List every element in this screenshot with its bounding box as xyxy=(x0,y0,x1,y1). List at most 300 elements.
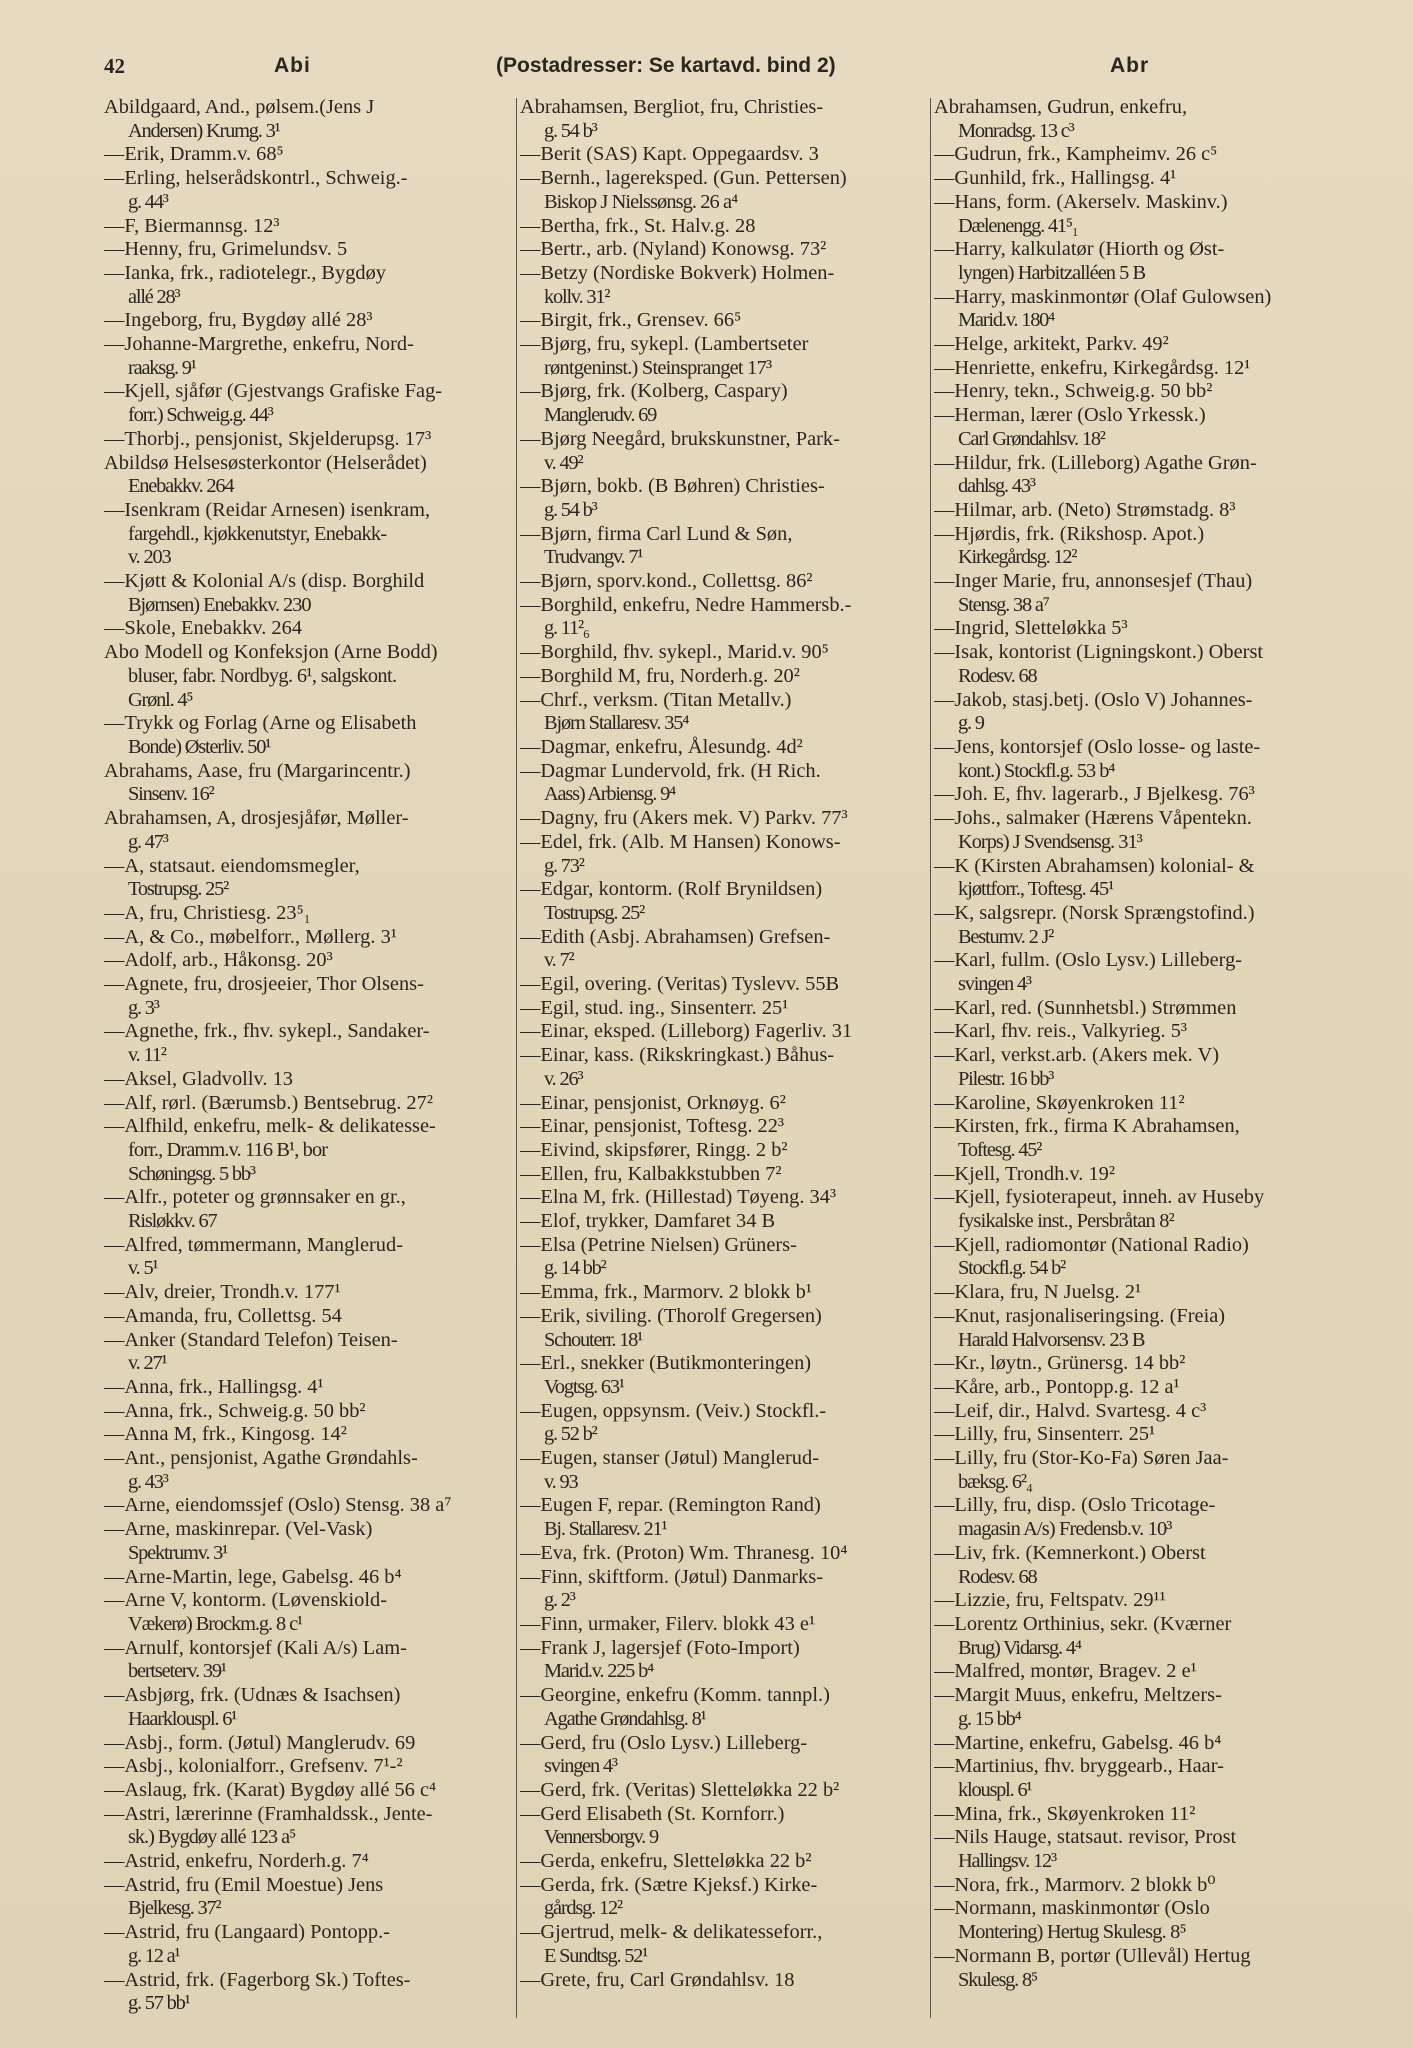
entry-line: —Amanda, fru, Collettsg. 54 xyxy=(104,1304,342,1327)
entry-line: —Kirsten, frk., firma K Abrahamsen, xyxy=(934,1115,1240,1138)
entry-line: —Dagmar, enkefru, Ålesundg. 4d² xyxy=(520,735,803,758)
entry-continuation-line: Bjørnsen) Enebakkv. 230 xyxy=(128,593,311,616)
entry-continuation-line: Vækerø) Brockm.g. 8 c¹ xyxy=(128,1613,303,1635)
entry-line: —Astrid, fru (Emil Moestue) Jens xyxy=(104,1873,384,1896)
entry-line: —Bjørg, fru, sykepl. (Lambertseter xyxy=(520,333,809,356)
entry-line: —Malfred, montør, Bragev. 2 e¹ xyxy=(934,1660,1197,1683)
directory-entry xyxy=(934,1542,1346,1589)
entry-line: —Ellen, fru, Kalbakkstubben 7² xyxy=(520,1162,782,1185)
entry-line: —Eugen, stanser (Jøtul) Manglerud- xyxy=(520,1447,819,1470)
entry-continuation-line: bæksg. 6²₄ xyxy=(958,1470,1032,1493)
entry-line: —Georgine, enkefru (Komm. tannpl.) xyxy=(520,1684,830,1707)
entry-continuation-line: Stockfl.g. 54 b² xyxy=(958,1257,1065,1280)
entry-continuation-line: Stensg. 38 a⁷ xyxy=(958,593,1049,616)
entry-line: —Gerd Elisabeth (St. Kornforr.) xyxy=(520,1802,785,1825)
entry-continuation-line: Andersen) Krumg. 3¹ xyxy=(128,119,280,142)
entry-line: —A, & Co., møbelforr., Møllerg. 3¹ xyxy=(104,925,397,948)
entry-line: —Astrid, fru (Langaard) Pontopp.- xyxy=(104,1921,390,1944)
entry-line: —Erling, helserådskontrl., Schweig.- xyxy=(104,167,408,190)
directory-entry xyxy=(934,1732,1346,1756)
directory-entry xyxy=(934,452,1346,499)
directory-entry xyxy=(104,760,484,807)
entry-line: —A, statsaut. eiendomsmegler, xyxy=(104,854,360,877)
directory-entry xyxy=(520,1969,928,1993)
entry-continuation-line: Tostrupsg. 25² xyxy=(128,878,229,901)
entry-line: —Jakob, stasj.betj. (Oslo V) Johannes- xyxy=(934,688,1253,711)
entry-line: —Helge, arkitekt, Parkv. 49² xyxy=(934,333,1169,356)
directory-entry xyxy=(520,167,928,214)
directory-entry xyxy=(934,499,1346,523)
entry-continuation-line: Schouterr. 18¹ xyxy=(544,1328,643,1351)
entry-line: —Johs., salmaker (Hærens Våpentekn. xyxy=(934,807,1252,830)
entry-continuation-line: g. 14 bb² xyxy=(544,1257,606,1280)
entry-line: —Arne, maskinrepar. (Vel-Vask) xyxy=(104,1518,373,1541)
entry-continuation-line: lyngen) Harbitzalléen 5 B xyxy=(958,261,1146,284)
directory-entry xyxy=(934,96,1346,143)
entry-line: —Leif, dir., Halvd. Svartesg. 4 c³ xyxy=(934,1399,1207,1422)
entry-line: —Dagny, fru (Akers mek. V) Parkv. 77³ xyxy=(520,807,848,830)
entry-line: —Chrf., verksm. (Titan Metallv.) xyxy=(520,688,792,711)
entry-line: Abildsø Helsesøsterkontor (Helserådet) xyxy=(104,451,427,474)
directory-entry xyxy=(104,1376,484,1400)
directory-entry xyxy=(520,1305,928,1352)
entry-line: —Gerda, enkefru, Sletteløkka 22 b² xyxy=(520,1850,812,1873)
entry-continuation-line: Skulesg. 8⁵ xyxy=(958,1968,1037,1991)
entry-line: —Aslaug, frk. (Karat) Bygdøy allé 56 c⁴ xyxy=(104,1778,437,1801)
directory-entry xyxy=(104,1969,484,2016)
entry-line: —Trykk og Forlag (Arne og Elisabeth xyxy=(104,712,417,735)
directory-entry xyxy=(934,689,1346,736)
entry-line: Abildgaard, And., pølsem.(Jens J xyxy=(104,96,375,118)
entry-line: —Finn, urmaker, Filerv. blokk 43 e¹ xyxy=(520,1613,816,1635)
entry-line: —Frank J, lagersjef (Foto-Import) xyxy=(520,1636,800,1659)
entry-line: —Inger Marie, fru, annonsesjef (Thau) xyxy=(934,570,1253,593)
entry-continuation-line: fargehdl., kjøkkenutstyr, Enebakk- xyxy=(128,522,387,545)
entry-line: —Henriette, enkefru, Kirkegårdsg. 12¹ xyxy=(934,356,1251,379)
entry-line: —Herman, lærer (Oslo Yrkessk.) xyxy=(934,404,1206,427)
entry-line: —K, salgsrepr. (Norsk Sprængstofind.) xyxy=(934,901,1255,924)
directory-entry xyxy=(934,1305,1346,1352)
directory-entry xyxy=(934,1874,1346,1898)
directory-entry xyxy=(104,1637,484,1684)
directory-entry xyxy=(104,1329,484,1376)
directory-entry xyxy=(520,1139,928,1163)
entry-continuation-line: Tostrupsg. 25² xyxy=(544,901,645,924)
entry-continuation-line: Sinsenv. 16² xyxy=(128,783,214,806)
entry-line: —F, Biermannsg. 12³ xyxy=(104,214,280,237)
entry-line: —Karl, fullm. (Oslo Lysv.) Lilleberg- xyxy=(934,949,1243,972)
entry-line: —Johanne-Margrethe, enkefru, Nord- xyxy=(104,333,414,356)
directory-entry xyxy=(520,215,928,239)
directory-entry xyxy=(104,1494,484,1518)
entry-line: —Astrid, frk. (Fagerborg Sk.) Toftes- xyxy=(104,1968,411,1991)
entry-line: —Ianka, frk., radiotelegr., Bygdøy xyxy=(104,261,386,284)
entry-continuation-line: Biskop J Nielssønsg. 26 a⁴ xyxy=(544,190,738,213)
directory-entry xyxy=(520,1234,928,1281)
directory-entry xyxy=(520,689,928,736)
directory-entry xyxy=(934,286,1346,333)
directory-entry xyxy=(934,1447,1346,1494)
directory-entry xyxy=(104,712,484,759)
directory-entry xyxy=(104,1803,484,1850)
directory-entry xyxy=(934,1234,1346,1281)
entry-line: Abrahamsen, Gudrun, enkefru, xyxy=(934,96,1188,118)
directory-entry xyxy=(520,1352,928,1399)
directory-entry xyxy=(520,665,928,689)
entry-continuation-line: g. 43³ xyxy=(128,1470,168,1493)
entry-continuation-line: g. 9 xyxy=(958,712,984,735)
entry-line: —Bjørn, firma Carl Lund & Søn, xyxy=(520,522,793,545)
entry-line: —Berit (SAS) Kapt. Oppegaardsv. 3 xyxy=(520,143,819,166)
directory-entry xyxy=(104,1447,484,1494)
entry-line: —Bjørn, sporv.kond., Collettsg. 86² xyxy=(520,570,813,593)
entry-continuation-line: forr.) Schweig.g. 44³ xyxy=(128,404,273,427)
directory-entry xyxy=(934,1755,1346,1802)
directory-entry xyxy=(520,1400,928,1447)
entry-line: Abrahamsen, Bergliot, fru, Christies- xyxy=(520,96,824,118)
entry-line: —Einar, eksped. (Lilleborg) Fagerliv. 31 xyxy=(520,1020,853,1043)
entry-line: —Ingeborg, fru, Bygdøy allé 28³ xyxy=(104,309,373,332)
entry-line: —Ingrid, Sletteløkka 5³ xyxy=(934,617,1128,640)
entry-line: —Edel, frk. (Alb. M Hansen) Konows- xyxy=(520,830,841,853)
directory-entry xyxy=(934,1826,1346,1873)
entry-continuation-line: forr., Dramm.v. 116 B¹, bor xyxy=(128,1138,328,1161)
entry-continuation-line: g. 11²₆ xyxy=(544,617,589,640)
entry-line: —Normann, maskinmontør (Oslo xyxy=(934,1897,1210,1920)
entry-continuation-line: bertseterv. 39¹ xyxy=(128,1660,226,1683)
entry-line: —Karoline, Skøyenkroken 11² xyxy=(934,1091,1185,1114)
entry-line: —Nora, frk., Marmorv. 2 blokk b⁰ xyxy=(934,1873,1216,1896)
directory-entry xyxy=(520,475,928,522)
directory-entry xyxy=(520,523,928,570)
entry-continuation-line: E Sundtsg. 52¹ xyxy=(544,1944,648,1967)
entry-continuation-line: g. 47³ xyxy=(128,830,168,853)
entry-line: —Einar, kass. (Rikskringkast.) Båhus- xyxy=(520,1044,835,1067)
entry-line: —Adolf, arb., Håkonsg. 20³ xyxy=(104,949,333,972)
directory-entry xyxy=(934,570,1346,617)
entry-continuation-line: Enebakkv. 264 xyxy=(128,475,234,498)
entry-line: —Gerda, frk. (Sætre Kjeksf.) Kirke- xyxy=(520,1873,818,1896)
entry-line: Abrahamsen, A, drosjesjåfør, Møller- xyxy=(104,807,409,830)
entry-line: —Alfr., poteter og grønnsaker en gr., xyxy=(104,1186,406,1209)
entry-line: —Margit Muus, enkefru, Meltzers- xyxy=(934,1684,1222,1707)
directory-entry xyxy=(520,1115,928,1139)
directory-entry xyxy=(104,902,484,926)
directory-entry xyxy=(104,1850,484,1874)
entry-continuation-line: Spektrumv. 3¹ xyxy=(128,1541,228,1564)
entry-continuation-line: Montering) Hertug Skulesg. 8⁵ xyxy=(958,1921,1186,1944)
entry-continuation-line: Marid.v. 225 b⁴ xyxy=(544,1660,653,1683)
entry-line: —Gerd, frk. (Veritas) Sletteløkka 22 b² xyxy=(520,1778,840,1801)
entry-continuation-line: Risløkkv. 67 xyxy=(128,1210,217,1233)
directory-entry xyxy=(934,855,1346,902)
directory-entry xyxy=(934,238,1346,285)
directory-entry xyxy=(520,760,928,807)
directory-entry xyxy=(104,1566,484,1590)
entry-continuation-line: g. 54 b³ xyxy=(544,498,597,521)
entry-continuation-line: kollv. 31² xyxy=(544,285,610,308)
entry-continuation-line: Carl Grøndahlsv. 18² xyxy=(958,427,1105,450)
entry-continuation-line: Rodesv. 68 xyxy=(958,1565,1037,1588)
directory-entry xyxy=(520,309,928,333)
directory-entry xyxy=(520,333,928,380)
directory-entry xyxy=(934,523,1346,570)
entry-continuation-line: magasin A/s) Fredensb.v. 10³ xyxy=(958,1518,1172,1541)
entry-continuation-line: Schøningsg. 5 bb³ xyxy=(128,1162,255,1185)
entry-continuation-line: v. 26³ xyxy=(544,1067,583,1090)
directory-entry xyxy=(520,1542,928,1566)
directory-entry xyxy=(104,1020,484,1067)
entry-line: —Asbj., kolonialforr., Grefsenv. 7¹-² xyxy=(104,1755,403,1778)
directory-entry xyxy=(520,594,928,641)
entry-line: —Anna, frk., Schweig.g. 50 bb² xyxy=(104,1399,366,1422)
entry-line: Abo Modell og Konfeksjon (Arne Bodd) xyxy=(104,641,438,664)
entry-continuation-line: Dælenengg. 41⁵₁ xyxy=(958,214,1078,237)
directory-entry xyxy=(520,1732,928,1779)
entry-continuation-line: g. 44³ xyxy=(128,190,168,213)
entry-line: —Gjertrud, melk- & delikatesseforr., xyxy=(520,1921,823,1944)
entry-continuation-line: v. 203 xyxy=(128,546,171,569)
entry-line: —Arnulf, kontorsjef (Kali A/s) Lam- xyxy=(104,1636,407,1659)
directory-entry xyxy=(520,1020,928,1044)
entry-continuation-line: Monradsg. 13 c³ xyxy=(958,119,1074,142)
directory-entry xyxy=(934,1352,1346,1376)
entry-line: —Edgar, kontorm. (Rolf Brynildsen) xyxy=(520,878,823,901)
entry-continuation-line: røntgeninst.) Steinspranget 17³ xyxy=(544,356,772,379)
entry-line: —Betzy (Nordiske Bokverk) Holmen- xyxy=(520,261,835,284)
page-number: 42 xyxy=(104,54,125,78)
entry-line: —Birgit, frk., Grensev. 66⁵ xyxy=(520,309,742,332)
entry-line: —Asbj., form. (Jøtul) Manglerudv. 69 xyxy=(104,1731,416,1754)
entry-line: —Gerd, fru (Oslo Lysv.) Lilleberg- xyxy=(520,1731,808,1754)
directory-entry xyxy=(104,1186,484,1233)
directory-entry xyxy=(520,1494,928,1541)
directory-entry xyxy=(104,1305,484,1329)
entry-line: —Agnethe, frk., fhv. sykepl., Sandaker- xyxy=(104,1020,430,1043)
directory-entry xyxy=(104,1684,484,1731)
directory-entry xyxy=(934,1092,1346,1116)
entry-continuation-line: dahlsg. 43³ xyxy=(958,475,1035,498)
entry-line: —Kjøtt & Kolonial A/s (disp. Borghild xyxy=(104,570,425,593)
entry-line: —Karl, red. (Sunnhetsbl.) Strømmen xyxy=(934,996,1237,1019)
directory-entry xyxy=(520,831,928,878)
entry-line: —Harry, kalkulatør (Hiorth og Øst- xyxy=(934,238,1225,261)
entry-line: —Kjell, radiomontør (National Radio) xyxy=(934,1233,1249,1256)
entry-line: —Bjørg, frk. (Kolberg, Caspary) xyxy=(520,380,788,403)
entry-continuation-line: v. 49² xyxy=(544,451,583,474)
directory-entry xyxy=(934,783,1346,807)
directory-entry xyxy=(104,333,484,380)
directory-entry xyxy=(104,1755,484,1779)
directory-entry xyxy=(104,855,484,902)
entry-continuation-line: g. 3³ xyxy=(128,996,159,1019)
directory-entry xyxy=(520,428,928,475)
directory-entry xyxy=(104,1518,484,1565)
directory-entry xyxy=(934,1163,1346,1187)
entry-continuation-line: Agathe Grøndahlsg. 8¹ xyxy=(544,1707,706,1730)
entry-line: —Bertha, frk., St. Halv.g. 28 xyxy=(520,214,756,237)
entry-continuation-line: Aass) Arbiensg. 9⁴ xyxy=(544,783,676,806)
directory-entry xyxy=(104,1115,484,1186)
entry-line: —Martinius, fhv. bryggearb., Haar- xyxy=(934,1755,1224,1778)
entry-continuation-line: sk.) Bygdøy allé 123 a⁵ xyxy=(128,1826,296,1849)
entry-line: —Bertr., arb. (Nyland) Konowsg. 73² xyxy=(520,238,827,261)
entry-line: —Hildur, frk. (Lilleborg) Agathe Grøn- xyxy=(934,451,1257,474)
entry-line: —Bjørn, bokb. (B Bøhren) Christies- xyxy=(520,475,825,498)
directory-entry xyxy=(520,1044,928,1091)
directory-entry xyxy=(104,1068,484,1092)
directory-entry xyxy=(934,1376,1346,1400)
directory-entry xyxy=(104,96,484,143)
directory-entry xyxy=(520,238,928,262)
entry-line: —Lilly, fru, Sinsenterr. 25¹ xyxy=(934,1423,1156,1446)
entry-continuation-line: v. 7² xyxy=(544,949,574,972)
entry-line: —Mina, frk., Skøyenkroken 11² xyxy=(934,1802,1196,1825)
directory-entry xyxy=(934,641,1346,688)
entry-continuation-line: klouspl. 6¹ xyxy=(958,1778,1032,1801)
entry-continuation-line: Bjelkesg. 37² xyxy=(128,1897,221,1920)
entry-line: —Joh. E, fhv. lagerarb., J Bjelkesg. 76³ xyxy=(934,783,1255,806)
directory-entry xyxy=(934,191,1346,238)
directory-entry xyxy=(520,1684,928,1731)
entry-line: —Kr., løytn., Grünersg. 14 bb² xyxy=(934,1352,1186,1375)
entry-line: —Kjell, sjåfør (Gjestvangs Grafiske Fag- xyxy=(104,380,443,403)
entry-line: —Lilly, fru (Stor-Ko-Fa) Søren Jaa- xyxy=(934,1447,1229,1470)
directory-entry xyxy=(104,617,484,641)
entry-continuation-line: Hallingsv. 12³ xyxy=(958,1850,1056,1873)
directory-entry xyxy=(934,1803,1346,1827)
entry-line: —Lizzie, fru, Feltspatv. 29¹¹ xyxy=(934,1589,1166,1612)
entry-line: Abrahams, Aase, fru (Margarincentr.) xyxy=(104,759,411,782)
directory-entry xyxy=(934,380,1346,404)
entry-line: —Arne, eiendomssjef (Oslo) Stensg. 38 a⁷ xyxy=(104,1494,452,1517)
entry-line: —Harry, maskinmontør (Olaf Gulowsen) xyxy=(934,285,1272,308)
entry-line: —Eugen, oppsynsm. (Veiv.) Stockfl.- xyxy=(520,1399,827,1422)
entry-continuation-line: g. 15 bb⁴ xyxy=(958,1707,1021,1730)
page-header xyxy=(104,54,1164,88)
entry-line: —Karl, verkst.arb. (Akers mek. V) xyxy=(934,1044,1220,1067)
header-center-text: (Postadresser: Se kartavd. bind 2) xyxy=(496,54,836,77)
entry-line: —Agnete, fru, drosjeeier, Thor Olsens- xyxy=(104,973,424,996)
directory-entry xyxy=(520,1092,928,1116)
directory-entry xyxy=(520,380,928,427)
entry-line: —Finn, skiftform. (Jøtul) Danmarks- xyxy=(520,1565,823,1588)
column-divider xyxy=(930,98,931,2018)
entry-continuation-line: fysikalske inst., Persbråtan 8² xyxy=(958,1210,1174,1233)
entry-line: —Eugen F, repar. (Remington Rand) xyxy=(520,1494,821,1517)
directory-entry xyxy=(934,1020,1346,1044)
column-2 xyxy=(520,96,928,2026)
directory-entry xyxy=(934,1400,1346,1424)
directory-entry xyxy=(934,1589,1346,1613)
entry-continuation-line: Bj. Stallaresv. 21¹ xyxy=(544,1518,667,1541)
directory-entry xyxy=(520,641,928,665)
directory-entry xyxy=(104,143,484,167)
entry-line: —Einar, pensjonist, Toftesg. 22³ xyxy=(520,1115,785,1138)
entry-continuation-line: gårdsg. 12² xyxy=(544,1897,622,1920)
column-3 xyxy=(934,96,1346,2026)
entry-line: —Borghild M, fru, Norderh.g. 20² xyxy=(520,664,800,687)
entry-line: —Alf, rørl. (Bærumsb.) Bentsebrug. 27² xyxy=(104,1091,433,1114)
entry-line: —Eivind, skipsfører, Ringg. 2 b² xyxy=(520,1138,788,1161)
entry-continuation-line: g. 52 b² xyxy=(544,1423,597,1446)
directory-entry xyxy=(104,973,484,1020)
entry-continuation-line: Manglerudv. 69 xyxy=(544,404,657,427)
directory-entry xyxy=(104,641,484,712)
entry-line: —Knut, rasjonaliseringsing. (Freia) xyxy=(934,1304,1226,1327)
entry-line: —Eva, frk. (Proton) Wm. Thranesg. 10⁴ xyxy=(520,1541,848,1564)
entry-line: —Kjell, Trondh.v. 19² xyxy=(934,1162,1115,1185)
entry-line: —Egil, stud. ing., Sinsenterr. 25¹ xyxy=(520,996,789,1019)
entry-continuation-line: Harald Halvorsensv. 23 B xyxy=(958,1328,1145,1351)
entry-line: —Borghild, enkefru, Nedre Hammersb.- xyxy=(520,593,852,616)
entry-continuation-line: Brug) Vidarsg. 4⁴ xyxy=(958,1636,1081,1659)
directory-entry xyxy=(104,1234,484,1281)
entry-line: —Ant., pensjonist, Agathe Grøndahls- xyxy=(104,1447,418,1470)
directory-entry xyxy=(934,736,1346,783)
entry-line: —Borghild, fhv. sykepl., Marid.v. 90⁵ xyxy=(520,641,829,664)
entry-line: —Anker (Standard Telefon) Teisen- xyxy=(104,1328,398,1351)
entry-continuation-line: Pilestr. 16 bb³ xyxy=(958,1067,1054,1090)
directory-entry xyxy=(934,902,1346,949)
entry-line: —Karl, fhv. reis., Valkyrieg. 5³ xyxy=(934,1020,1188,1043)
directory-entry xyxy=(520,96,928,143)
entry-line: —Egil, overing. (Veritas) Tyslevv. 55B xyxy=(520,973,840,996)
directory-entry xyxy=(934,143,1346,167)
entry-continuation-line: Kirkegårdsg. 12² xyxy=(958,546,1077,569)
directory-entry xyxy=(104,1092,484,1116)
directory-entry xyxy=(104,1423,484,1447)
directory-entry xyxy=(104,428,484,452)
entry-line: —Normann B, portør (Ullevål) Hertug xyxy=(934,1944,1251,1967)
entry-line: —Arne V, kontorm. (Løvenskiold- xyxy=(104,1589,387,1612)
entry-line: —Alfred, tømmermann, Manglerud- xyxy=(104,1233,403,1256)
entry-line: —Bjørg Neegård, brukskunstner, Park- xyxy=(520,427,840,450)
entry-line: —Lilly, fru, disp. (Oslo Tricotage- xyxy=(934,1494,1216,1517)
header-right-word: Abr xyxy=(1110,54,1150,77)
directory-entry xyxy=(520,1874,928,1921)
entry-continuation-line: g. 73² xyxy=(544,854,584,877)
directory-entry xyxy=(934,1281,1346,1305)
entry-continuation-line: Vogtsg. 63¹ xyxy=(544,1375,624,1398)
entry-continuation-line: g. 54 b³ xyxy=(544,119,597,142)
entry-line: —Hans, form. (Akerselv. Maskinv.) xyxy=(934,190,1228,213)
entry-continuation-line: v. 5¹ xyxy=(128,1257,158,1280)
directory-entry xyxy=(934,1044,1346,1091)
column-divider xyxy=(516,98,517,2018)
entry-continuation-line: raaksg. 9¹ xyxy=(128,356,196,379)
entry-line: —Lorentz Orthinius, sekr. (Kværner xyxy=(934,1613,1232,1635)
directory-entry xyxy=(104,309,484,333)
directory-entry xyxy=(104,380,484,427)
entry-continuation-line: Haarklouspl. 6¹ xyxy=(128,1707,237,1730)
directory-entry xyxy=(520,997,928,1021)
entry-continuation-line: Korps) J Svendsensg. 31³ xyxy=(958,830,1142,853)
directory-entry xyxy=(104,926,484,950)
entry-line: —Erik, Dramm.v. 68⁵ xyxy=(104,143,284,166)
directory-entry xyxy=(520,143,928,167)
entry-continuation-line: svingen 4³ xyxy=(544,1755,617,1778)
entry-line: —Anna, frk., Hallingsg. 4¹ xyxy=(104,1375,324,1398)
entry-line: —Anna M, frk., Kingosg. 14² xyxy=(104,1423,347,1446)
directory-entry xyxy=(520,1850,928,1874)
directory-entry xyxy=(934,1684,1346,1731)
directory-entry xyxy=(104,1921,484,1968)
directory-entry xyxy=(104,238,484,262)
directory-entry xyxy=(934,1897,1346,1944)
entry-line: —Martine, enkefru, Gabelsg. 46 b⁴ xyxy=(934,1731,1222,1754)
column-1 xyxy=(104,96,484,2026)
